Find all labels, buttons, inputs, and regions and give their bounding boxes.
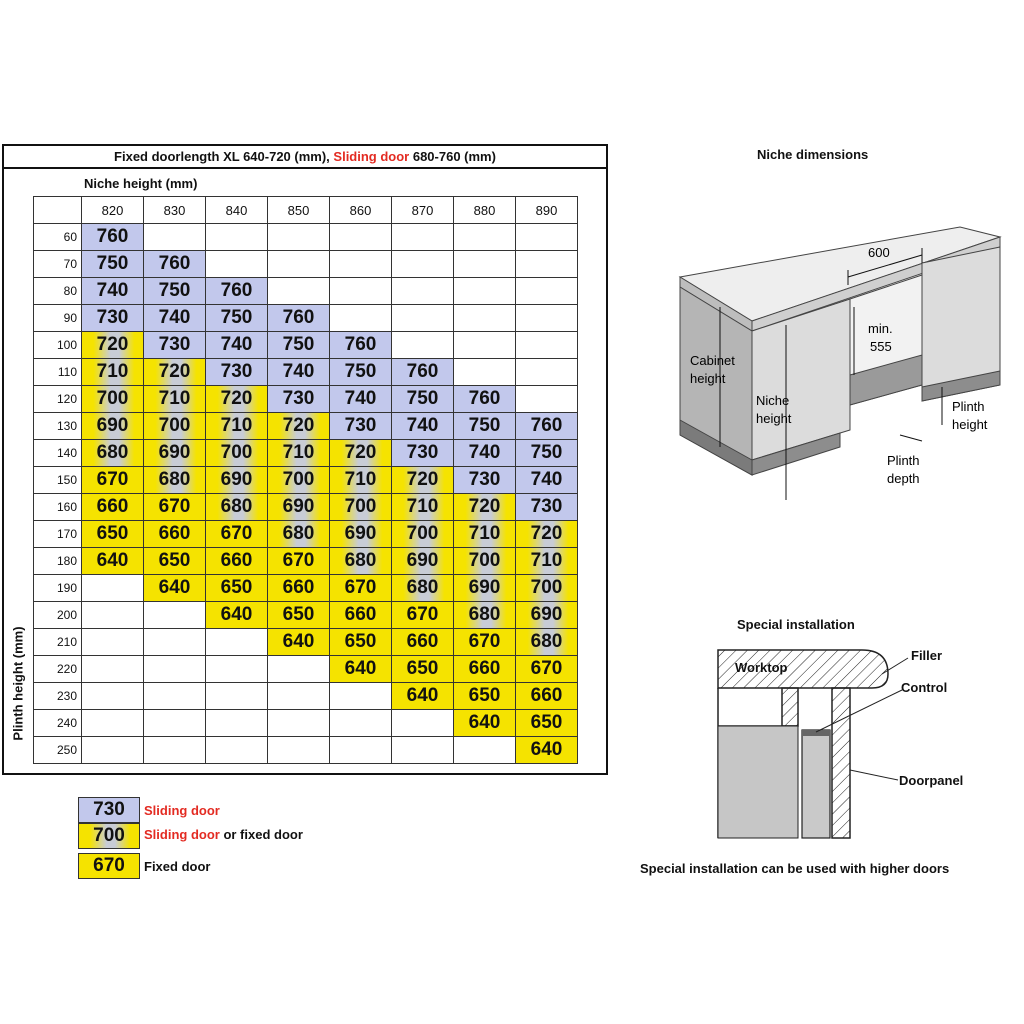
door-length-cell: 750 (144, 278, 206, 305)
door-length-cell: 670 (330, 575, 392, 602)
door-length-cell: 700 (454, 548, 516, 575)
row-header-90: 90 (34, 305, 82, 332)
empty-cell (392, 305, 454, 332)
row-header-180: 180 (34, 548, 82, 575)
doorpanel-shape (832, 688, 850, 838)
door-length-cell: 690 (82, 413, 144, 440)
table-row (34, 467, 578, 494)
empty-cell (268, 224, 330, 251)
empty-cell (206, 224, 268, 251)
empty-cell (392, 224, 454, 251)
row-header-60: 60 (34, 224, 82, 251)
door-length-cell: 730 (454, 467, 516, 494)
door-length-cell: 640 (392, 683, 454, 710)
empty-cell (516, 278, 578, 305)
door-length-cell: 680 (206, 494, 268, 521)
legend-text-sliding (144, 803, 220, 818)
empty-cell (330, 710, 392, 737)
empty-cell (206, 683, 268, 710)
door-length-cell: 650 (144, 548, 206, 575)
door-length-cell: 740 (144, 305, 206, 332)
empty-cell (144, 710, 206, 737)
door-length-cell: 760 (516, 413, 578, 440)
legend-text-red: Sliding door (144, 827, 220, 842)
door-length-cell: 640 (82, 548, 144, 575)
grid-header-row (34, 197, 578, 224)
empty-cell (330, 737, 392, 764)
door-length-cell: 700 (82, 386, 144, 413)
door-length-cell: 730 (330, 413, 392, 440)
door-length-cell: 670 (206, 521, 268, 548)
door-length-cell: 750 (206, 305, 268, 332)
door-length-cell: 760 (330, 332, 392, 359)
empty-cell (516, 332, 578, 359)
door-length-cell: 740 (268, 359, 330, 386)
door-length-cell: 660 (268, 575, 330, 602)
door-length-cell: 720 (82, 332, 144, 359)
legend-swatch-both: 700 (78, 823, 140, 849)
table-row (34, 332, 578, 359)
table-row (34, 629, 578, 656)
worktop-label: Worktop (735, 660, 788, 675)
door-length-cell: 680 (330, 548, 392, 575)
door-length-cell: 710 (206, 413, 268, 440)
row-header-110: 110 (34, 359, 82, 386)
row-header-130: 130 (34, 413, 82, 440)
door-length-cell: 650 (454, 683, 516, 710)
door-length-cell: 640 (144, 575, 206, 602)
empty-cell (268, 251, 330, 278)
door-length-cell: 710 (392, 494, 454, 521)
table-row (34, 305, 578, 332)
door-length-cell: 660 (82, 494, 144, 521)
row-header-210: 210 (34, 629, 82, 656)
door-length-cell: 760 (82, 224, 144, 251)
door-length-cell: 650 (392, 656, 454, 683)
door-length-cell: 740 (82, 278, 144, 305)
grid-corner (34, 197, 82, 224)
empty-cell (330, 683, 392, 710)
empty-cell (144, 683, 206, 710)
row-header-140: 140 (34, 440, 82, 467)
door-length-cell: 690 (268, 494, 330, 521)
table-row (34, 710, 578, 737)
column-header-850: 850 (268, 197, 330, 224)
door-length-cell: 690 (516, 602, 578, 629)
empty-cell (454, 359, 516, 386)
empty-cell (268, 683, 330, 710)
column-header-870: 870 (392, 197, 454, 224)
door-length-cell: 690 (392, 548, 454, 575)
empty-cell (144, 224, 206, 251)
door-length-cell: 650 (206, 575, 268, 602)
door-length-cell: 720 (206, 386, 268, 413)
door-length-cell: 750 (82, 251, 144, 278)
door-length-cell: 640 (330, 656, 392, 683)
door-length-cell: 750 (268, 332, 330, 359)
door-length-table-panel (2, 144, 608, 775)
table-row (34, 494, 578, 521)
door-length-cell: 710 (268, 440, 330, 467)
door-length-cell: 690 (454, 575, 516, 602)
door-length-cell: 730 (144, 332, 206, 359)
door-length-cell: 700 (516, 575, 578, 602)
door-length-cell: 760 (268, 305, 330, 332)
special-installation-title: Special installation (737, 617, 855, 632)
door-length-cell: 720 (454, 494, 516, 521)
door-length-cell: 640 (206, 602, 268, 629)
empty-cell (82, 575, 144, 602)
empty-cell (82, 602, 144, 629)
door-length-cell: 750 (392, 386, 454, 413)
door-length-cell: 690 (206, 467, 268, 494)
table-row (34, 602, 578, 629)
empty-cell (392, 710, 454, 737)
empty-cell (454, 332, 516, 359)
empty-cell (144, 656, 206, 683)
table-title (4, 146, 606, 169)
control-strip (802, 730, 830, 736)
empty-cell (206, 737, 268, 764)
row-header-160: 160 (34, 494, 82, 521)
door-length-cell: 660 (392, 629, 454, 656)
door-length-cell: 640 (516, 737, 578, 764)
door-length-grid (33, 196, 578, 764)
niche-height-label-2: height (756, 411, 792, 426)
legend-text-red: Sliding door (144, 803, 220, 818)
row-header-190: 190 (34, 575, 82, 602)
door-length-cell: 720 (144, 359, 206, 386)
column-header-830: 830 (144, 197, 206, 224)
empty-cell (268, 278, 330, 305)
door-length-cell: 680 (392, 575, 454, 602)
empty-cell (392, 278, 454, 305)
door-length-cell: 730 (268, 386, 330, 413)
door-length-cell: 650 (268, 602, 330, 629)
dim-600-label: 600 (868, 245, 890, 260)
niche-dimensions-title: Niche dimensions (757, 147, 869, 162)
empty-cell (268, 656, 330, 683)
row-header-200: 200 (34, 602, 82, 629)
row-header-170: 170 (34, 521, 82, 548)
legend-text-black: or fixed door (219, 827, 303, 842)
empty-cell (206, 251, 268, 278)
door-length-cell: 640 (268, 629, 330, 656)
grid-body (34, 224, 578, 764)
door-length-cell: 660 (144, 521, 206, 548)
door-length-cell: 740 (516, 467, 578, 494)
special-installation-note: Special installation can be used with higher doors (640, 861, 950, 876)
door-length-cell: 720 (516, 521, 578, 548)
door-length-cell: 680 (82, 440, 144, 467)
empty-cell (516, 305, 578, 332)
empty-cell (454, 251, 516, 278)
door-length-cell: 670 (268, 548, 330, 575)
row-header-100: 100 (34, 332, 82, 359)
row-header-120: 120 (34, 386, 82, 413)
table-row (34, 521, 578, 548)
door-length-cell: 730 (516, 494, 578, 521)
door-length-cell: 660 (330, 602, 392, 629)
table-row (34, 278, 578, 305)
filler-shape (782, 688, 798, 726)
door-length-cell: 740 (392, 413, 454, 440)
empty-cell (516, 251, 578, 278)
niche-height-label-1: Niche (756, 393, 790, 408)
door-length-cell: 710 (82, 359, 144, 386)
door-length-cell: 680 (144, 467, 206, 494)
legend-text-fixed: Fixed door (144, 859, 211, 874)
dim-min-label: min. (868, 321, 893, 336)
table-row (34, 440, 578, 467)
door-length-cell: 760 (206, 278, 268, 305)
door-length-cell: 720 (268, 413, 330, 440)
door-length-cell: 650 (330, 629, 392, 656)
door-length-cell: 730 (82, 305, 144, 332)
door-length-cell: 660 (454, 656, 516, 683)
door-length-cell: 730 (206, 359, 268, 386)
door-length-cell: 710 (144, 386, 206, 413)
plinth-height-axis-label: Plinth height (mm) (10, 626, 26, 741)
table-row (34, 251, 578, 278)
plinth-depth-line (900, 435, 922, 441)
table-row (34, 737, 578, 764)
cabinet-height-label-2: height (690, 371, 726, 386)
door-length-cell: 760 (454, 386, 516, 413)
door-length-cell: 760 (144, 251, 206, 278)
dim-555-label: 555 (870, 339, 892, 354)
empty-cell (516, 224, 578, 251)
column-header-840: 840 (206, 197, 268, 224)
door-length-cell: 700 (206, 440, 268, 467)
control-label: Control (901, 680, 948, 695)
empty-cell (392, 737, 454, 764)
empty-cell (516, 359, 578, 386)
empty-cell (82, 737, 144, 764)
door-length-cell: 760 (392, 359, 454, 386)
door-length-cell: 710 (330, 467, 392, 494)
door-length-cell: 670 (82, 467, 144, 494)
empty-cell (82, 710, 144, 737)
door-length-cell: 690 (144, 440, 206, 467)
empty-cell (330, 224, 392, 251)
table-row (34, 548, 578, 575)
control-leader (816, 690, 902, 732)
empty-cell (206, 629, 268, 656)
empty-cell (144, 629, 206, 656)
row-header-70: 70 (34, 251, 82, 278)
empty-cell (268, 737, 330, 764)
niche-cabinet-illustration (660, 215, 1010, 515)
column-header-860: 860 (330, 197, 392, 224)
door-length-cell: 740 (206, 332, 268, 359)
control-panel-shape (802, 730, 830, 838)
door-length-cell: 650 (516, 710, 578, 737)
empty-cell (454, 737, 516, 764)
table-row (34, 359, 578, 386)
column-header-880: 880 (454, 197, 516, 224)
door-length-cell: 680 (268, 521, 330, 548)
doorpanel-leader (850, 770, 898, 780)
row-header-150: 150 (34, 467, 82, 494)
row-header-240: 240 (34, 710, 82, 737)
empty-cell (144, 602, 206, 629)
door-length-cell: 710 (454, 521, 516, 548)
column-header-890: 890 (516, 197, 578, 224)
table-row (34, 386, 578, 413)
door-length-cell: 720 (330, 440, 392, 467)
door-length-cell: 660 (516, 683, 578, 710)
niche-height-axis-label: Niche height (mm) (84, 176, 198, 191)
empty-cell (82, 629, 144, 656)
table-title-prefix: Fixed doorlength XL 640-720 (mm), (114, 149, 334, 164)
door-length-cell: 750 (330, 359, 392, 386)
row-header-230: 230 (34, 683, 82, 710)
empty-cell (516, 386, 578, 413)
empty-cell (144, 737, 206, 764)
filler-label: Filler (911, 648, 943, 663)
door-length-cell: 720 (392, 467, 454, 494)
table-row (34, 413, 578, 440)
empty-cell (454, 278, 516, 305)
empty-cell (206, 656, 268, 683)
door-length-cell: 730 (392, 440, 454, 467)
empty-cell (454, 305, 516, 332)
column-header-820: 820 (82, 197, 144, 224)
empty-cell (268, 710, 330, 737)
plinth-depth-label-2: depth (887, 471, 920, 486)
table-title-red: Sliding door (333, 149, 410, 164)
legend-swatch-fixed: 670 (78, 853, 140, 879)
table-title-suffix: 680-760 (mm) (409, 149, 496, 164)
empty-cell (330, 251, 392, 278)
table-row (34, 575, 578, 602)
plinth-height-label-1: Plinth (952, 399, 985, 414)
door-length-cell: 650 (82, 521, 144, 548)
legend-swatch-sliding: 730 (78, 797, 140, 823)
cabinet-body (718, 726, 798, 838)
plinth-depth-label-1: Plinth (887, 453, 920, 468)
empty-cell (454, 224, 516, 251)
row-header-220: 220 (34, 656, 82, 683)
door-length-cell: 660 (206, 548, 268, 575)
door-length-cell: 700 (268, 467, 330, 494)
empty-cell (392, 332, 454, 359)
door-length-cell: 700 (392, 521, 454, 548)
empty-cell (392, 251, 454, 278)
table-row (34, 656, 578, 683)
plinth-height-label-2: height (952, 417, 988, 432)
door-length-cell: 690 (330, 521, 392, 548)
door-length-cell: 670 (392, 602, 454, 629)
table-row (34, 683, 578, 710)
empty-cell (330, 278, 392, 305)
door-length-cell: 740 (330, 386, 392, 413)
door-length-cell: 740 (454, 440, 516, 467)
table-row (34, 224, 578, 251)
empty-cell (82, 656, 144, 683)
empty-cell (330, 305, 392, 332)
legend-text-both (144, 827, 303, 842)
empty-cell (206, 710, 268, 737)
door-length-cell: 700 (330, 494, 392, 521)
door-length-cell: 670 (454, 629, 516, 656)
door-length-cell: 700 (144, 413, 206, 440)
door-length-cell: 680 (516, 629, 578, 656)
doorpanel-label: Doorpanel (899, 773, 964, 788)
row-header-80: 80 (34, 278, 82, 305)
door-length-cell: 640 (454, 710, 516, 737)
row-header-250: 250 (34, 737, 82, 764)
door-length-cell: 750 (516, 440, 578, 467)
door-length-cell: 680 (454, 602, 516, 629)
cabinet-height-label-1: Cabinet (690, 353, 735, 368)
door-length-cell: 670 (144, 494, 206, 521)
door-length-cell: 710 (516, 548, 578, 575)
door-length-cell: 670 (516, 656, 578, 683)
door-length-cell: 750 (454, 413, 516, 440)
empty-cell (82, 683, 144, 710)
